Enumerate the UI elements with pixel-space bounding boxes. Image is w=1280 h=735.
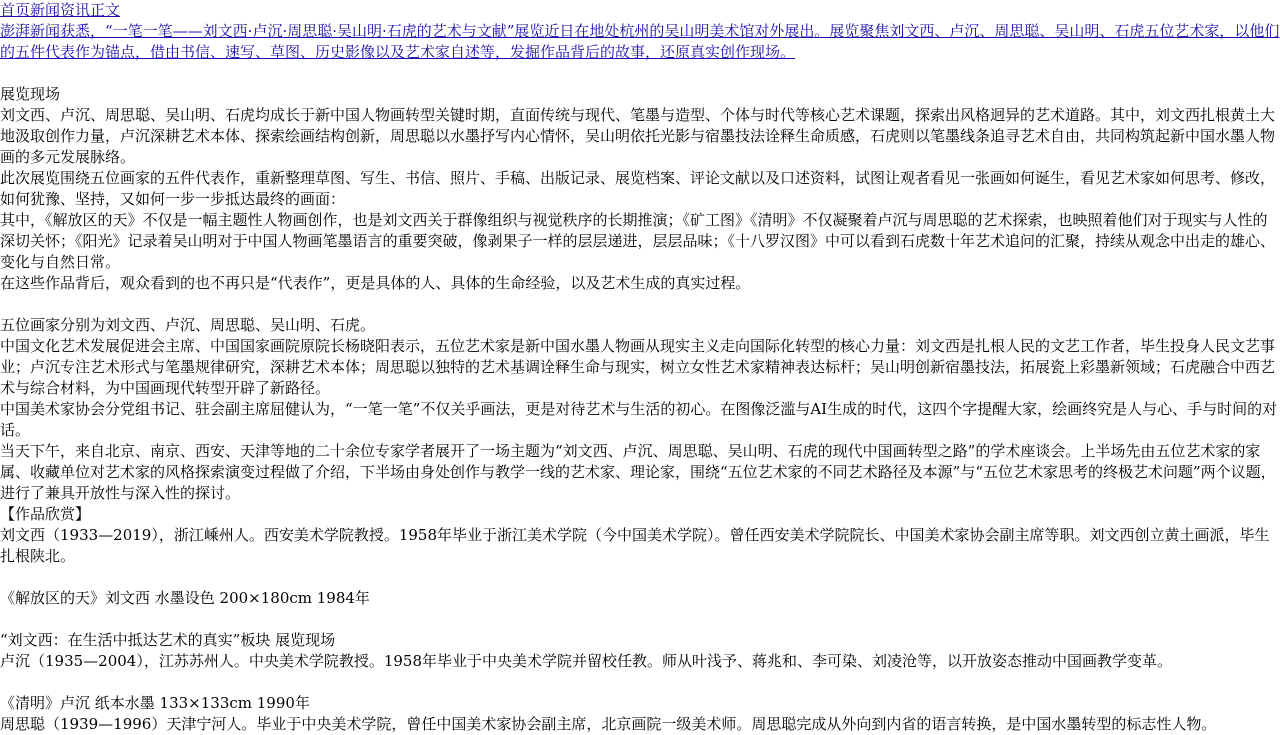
body-paragraph: 当天下午，来自北京、南京、西安、天津等地的二十余位专家学者展开了一场主题为“刘文西、卢沉、周思聪、吴山明、石虎的现代中国画转型之路”的学术座谈会。上半场先由五位艺术家的家属、收藏单位对艺术家的风格探索演变过程做了介绍，下半场由身处创作与教学一线的艺术家、理论家，围绕“五位艺术家的不同艺术路径及本源”与“五位艺术家思考的终极艺术问题”两个议题，进行了兼具开放性与深入性的探讨。: [0, 442, 1276, 502]
section-title: 展览现场: [0, 85, 61, 103]
body-paragraph: 刘文西、卢沉、周思聪、吴山明、石虎均成长于新中国人物画转型关键时期，直面传统与现代、笔墨与造型、个体与时代等核心艺术课题，探索出风格迥异的艺术道路。其中，刘文西扎根黄土大地汲取创作力量，卢沉深耕艺术本体、探索绘画结构创新，周思聪以水墨抒写内心情怀，吴山明依托光影与宿墨技法诠释生命质感，石虎则以笔墨线条追寻艺术自由，共同构筑起新中国水墨人物画的多元发展脉络。: [0, 106, 1276, 166]
artist-bio: 周思聪（1939—1996）天津宁河人。毕业于中央美术学院，曾任中国美术家协会副主席，北京画院一级美术师。周思聪完成从外向到内省的语言转换，是中国水墨转型的标志性人物。: [0, 715, 1217, 733]
breadcrumb-news-link[interactable]: 新闻: [30, 1, 61, 19]
body-paragraph: 五位画家分别为刘文西、卢沉、周思聪、吴山明、石虎。: [0, 316, 376, 334]
lead-paragraph-link[interactable]: 澎湃新闻获悉，“一笔一笔——刘文西·卢沉·周思聪·吴山明·石虎的艺术与文献”展览近日在地处杭州的吴山明美术馆对外展出。展览聚焦刘文西、卢沉、周思聪、吴山明、石虎五位艺术家，以他们的五件代表作为锚点，借由书信、速写、草图、历史影像以及艺术家自述等，发掘作品背后的故事，还原真实创作现场。: [0, 22, 1280, 61]
body-paragraph: 其中，《解放区的天》不仅是一幅主题性人物画创作，也是刘文西关于群像组织与视觉秩序的长期推演；《矿工图》《清明》不仅凝聚着卢沉与周思聪的艺术探索，也映照着他们对于现实与人性的深切关怀；《阳光》记录着吴山明对于中国人物画笔墨语言的重要突破，像剥果子一样的层层递进，层层品味；《十八罗汉图》中可以看到石虎数十年艺术追问的汇聚，持续从观念中出走的雄心、变化与自然日常。: [0, 211, 1276, 271]
image-caption: 《解放区的天》刘文西 水墨设色 200×180cm 1984年: [0, 589, 370, 607]
image-caption: “刘文西：在生活中抵达艺术的真实”板块 展览现场: [0, 631, 336, 649]
spacer: [0, 567, 1280, 588]
artist-bio: 卢沉（1935—2004），江苏苏州人。中央美术学院教授。1958年毕业于中央美术学院并留校任教。师从叶浅予、蒋兆和、李可染、刘凌沧等，以开放姿态推动中国画教学变革。: [0, 652, 1173, 670]
breadcrumb-info-link[interactable]: 资讯: [60, 1, 91, 19]
body-paragraph: 在这些作品背后，观众看到的也不再只是“代表作”，更是具体的人、具体的生命经验，以及艺术生成的真实过程。: [0, 274, 751, 292]
works-heading: 【作品欣赏】: [0, 505, 91, 523]
spacer: [0, 63, 1280, 84]
breadcrumb-article-link[interactable]: 正文: [90, 1, 121, 19]
spacer: [0, 672, 1280, 693]
body-paragraph: 此次展览围绕五位画家的五件代表作，重新整理草图、写生、书信、照片、手稿、出版记录、展览档案、评论文献以及口述资料，试图让观者看见一张画如何诞生，看见艺术家如何思考、修改，如何犹豫、坚持，又如何一步一步抵达最终的画面：: [0, 169, 1276, 208]
spacer: [0, 609, 1280, 630]
body-paragraph: 中国美术家协会分党组书记、驻会副主席屈健认为，“一笔一笔”不仅关乎画法，更是对待艺术与生活的初心。在图像泛滥与AI生成的时代，这四个字提醒大家，绘画终究是人与心、手与时间的对话。: [0, 400, 1278, 439]
image-caption: 《清明》卢沉 纸本水墨 133×133cm 1990年: [0, 694, 310, 712]
breadcrumb: [0, 0, 1280, 21]
breadcrumb-home-link[interactable]: 首页: [0, 1, 31, 19]
spacer: [0, 294, 1280, 315]
body-paragraph: 中国文化艺术发展促进会主席、中国国家画院原院长杨晓阳表示，五位艺术家是新中国水墨人物画从现实主义走向国际化转型的核心力量：刘文西是扎根人民的文艺工作者，毕生投身人民文艺事业；卢沉专注艺术形式与笔墨规律研究，深耕艺术本体；周思聪以独特的艺术基调诠释生命与现实，树立女性艺术家精神表达标杆；吴山明创新宿墨技法，拓展瓷上彩墨新领域；石虎融合中西艺术与综合材料，为中国画现代转型开辟了新路径。: [0, 337, 1276, 397]
artist-bio: 刘文西（1933—2019），浙江嵊州人。西安美术学院教授。1958年毕业于浙江美术学院（今中国美术学院）。曾任西安美术学院院长、中国美术家协会副主席等职。刘文西创立黄土画派，毕生扎根陕北。: [0, 526, 1270, 565]
